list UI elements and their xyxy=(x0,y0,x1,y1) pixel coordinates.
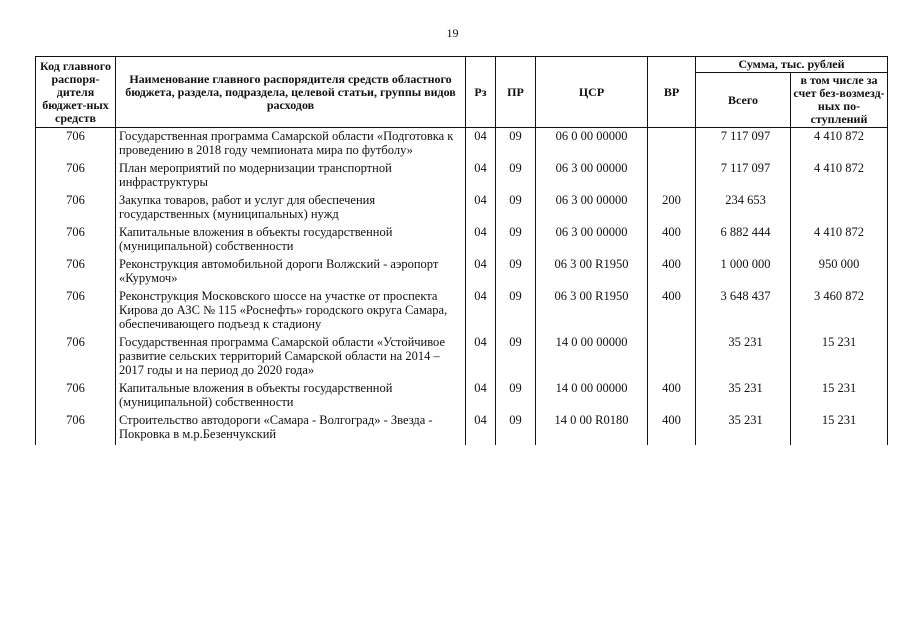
cell-grants: 4 410 872 xyxy=(791,160,888,192)
cell-name: Капитальные вложения в объекты государственной (муниципальной) собственности xyxy=(116,380,466,412)
header-name: Наименование главного распорядителя средств областного бюджета, раздела, подраздела, целевой статьи, группы видов расходов xyxy=(116,57,466,128)
table-row xyxy=(36,288,888,334)
header-vr: ВР xyxy=(648,57,696,128)
cell-vr xyxy=(648,160,696,192)
cell-csr: 14 0 00 00000 xyxy=(536,334,648,380)
cell-grants: 950 000 xyxy=(791,256,888,288)
cell-csr: 14 0 00 R0180 xyxy=(536,412,648,445)
cell-vr: 200 xyxy=(648,192,696,224)
header-total: Всего xyxy=(696,73,791,128)
cell-grants: 3 460 872 xyxy=(791,288,888,334)
cell-total: 234 653 xyxy=(696,192,791,224)
table-body xyxy=(36,128,888,446)
cell-name: План мероприятий по модернизации транспортной инфраструктуры xyxy=(116,160,466,192)
table-row xyxy=(36,160,888,192)
table-row xyxy=(36,128,888,161)
header-grants: в том числе за счет без-возмезд-ных по-ступлений xyxy=(791,73,888,128)
cell-csr: 06 3 00 00000 xyxy=(536,192,648,224)
cell-total: 7 117 097 xyxy=(696,128,791,161)
cell-csr: 06 0 00 00000 xyxy=(536,128,648,161)
budget-table xyxy=(35,56,888,445)
cell-rz: 04 xyxy=(466,256,496,288)
cell-code: 706 xyxy=(36,128,116,161)
cell-name: Реконструкция Московского шоссе на участке от проспекта Кирова до АЗС № 115 «Роснефть» городского округа Самара, обеспечивающего подъезд к стадиону xyxy=(116,288,466,334)
header-sum: Сумма, тыс. рублей xyxy=(696,57,888,73)
cell-total: 7 117 097 xyxy=(696,160,791,192)
table-row xyxy=(36,412,888,445)
cell-code: 706 xyxy=(36,380,116,412)
cell-rz: 04 xyxy=(466,128,496,161)
cell-vr: 400 xyxy=(648,224,696,256)
cell-pr: 09 xyxy=(496,128,536,161)
cell-pr: 09 xyxy=(496,412,536,445)
cell-rz: 04 xyxy=(466,160,496,192)
cell-csr: 06 3 00 00000 xyxy=(536,224,648,256)
cell-code: 706 xyxy=(36,288,116,334)
cell-pr: 09 xyxy=(496,224,536,256)
cell-vr: 400 xyxy=(648,288,696,334)
cell-grants: 15 231 xyxy=(791,412,888,445)
cell-code: 706 xyxy=(36,160,116,192)
cell-pr: 09 xyxy=(496,334,536,380)
cell-csr: 14 0 00 00000 xyxy=(536,380,648,412)
cell-grants: 4 410 872 xyxy=(791,128,888,161)
cell-rz: 04 xyxy=(466,224,496,256)
table-row xyxy=(36,224,888,256)
cell-pr: 09 xyxy=(496,256,536,288)
cell-rz: 04 xyxy=(466,192,496,224)
table-header xyxy=(36,57,888,128)
cell-rz: 04 xyxy=(466,412,496,445)
header-csr: ЦСР xyxy=(536,57,648,128)
cell-total: 35 231 xyxy=(696,412,791,445)
cell-name: Капитальные вложения в объекты государственной (муниципальной) собственности xyxy=(116,224,466,256)
cell-vr xyxy=(648,334,696,380)
cell-rz: 04 xyxy=(466,288,496,334)
cell-rz: 04 xyxy=(466,380,496,412)
table-row xyxy=(36,256,888,288)
header-rz: Рз xyxy=(466,57,496,128)
cell-code: 706 xyxy=(36,192,116,224)
cell-grants xyxy=(791,192,888,224)
cell-total: 35 231 xyxy=(696,334,791,380)
page-number: 19 xyxy=(446,26,459,40)
cell-name: Государственная программа Самарской области «Устойчивое развитие сельских территорий Самарской области на 2014 – 2017 годы и на период до 2020 года» xyxy=(116,334,466,380)
table-row xyxy=(36,380,888,412)
cell-total: 6 882 444 xyxy=(696,224,791,256)
cell-code: 706 xyxy=(36,256,116,288)
header-code: Код главного распоря-дителя бюджет-ных средств xyxy=(36,57,116,128)
cell-name: Строительство автодороги «Самара - Волгоград» - Звезда - Покровка в м.р.Безенчукский xyxy=(116,412,466,445)
cell-csr: 06 3 00 R1950 xyxy=(536,288,648,334)
table-row xyxy=(36,192,888,224)
cell-name: Государственная программа Самарской области «Подготовка к проведению в 2018 году чемпионата мира по футболу» xyxy=(116,128,466,161)
table-row xyxy=(36,334,888,380)
cell-pr: 09 xyxy=(496,192,536,224)
cell-pr: 09 xyxy=(496,160,536,192)
cell-code: 706 xyxy=(36,224,116,256)
cell-csr: 06 3 00 00000 xyxy=(536,160,648,192)
cell-total: 1 000 000 xyxy=(696,256,791,288)
cell-total: 3 648 437 xyxy=(696,288,791,334)
header-pr: ПР xyxy=(496,57,536,128)
cell-code: 706 xyxy=(36,412,116,445)
cell-grants: 4 410 872 xyxy=(791,224,888,256)
cell-csr: 06 3 00 R1950 xyxy=(536,256,648,288)
cell-name: Реконструкция автомобильной дороги Волжский - аэропорт «Курумоч» xyxy=(116,256,466,288)
cell-grants: 15 231 xyxy=(791,334,888,380)
cell-grants: 15 231 xyxy=(791,380,888,412)
cell-pr: 09 xyxy=(496,380,536,412)
cell-vr: 400 xyxy=(648,412,696,445)
cell-rz: 04 xyxy=(466,334,496,380)
cell-code: 706 xyxy=(36,334,116,380)
cell-vr xyxy=(648,128,696,161)
cell-total: 35 231 xyxy=(696,380,791,412)
cell-vr: 400 xyxy=(648,380,696,412)
cell-pr: 09 xyxy=(496,288,536,334)
cell-name: Закупка товаров, работ и услуг для обеспечения государственных (муниципальных) нужд xyxy=(116,192,466,224)
cell-vr: 400 xyxy=(648,256,696,288)
